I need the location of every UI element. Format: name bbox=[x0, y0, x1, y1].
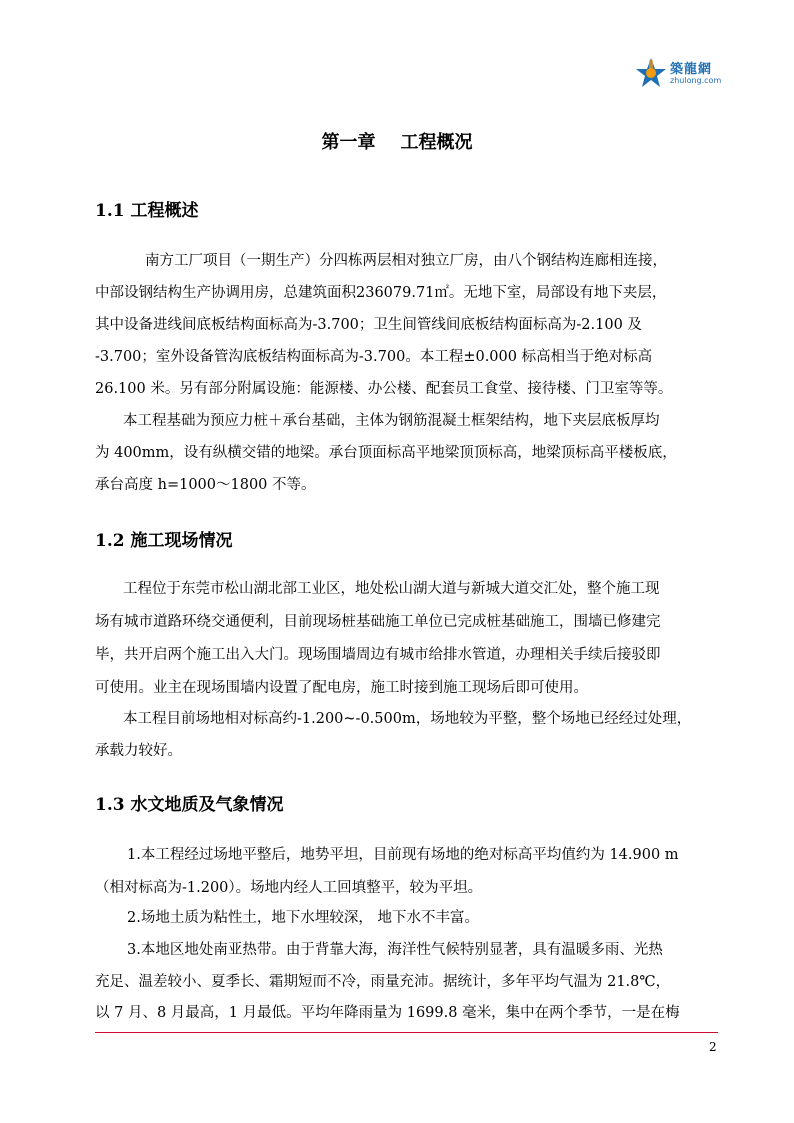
section-heading-1-2: 1.2 施工现场情况 bbox=[95, 531, 233, 551]
paragraph-line: 场有城市道路环绕交通便利，目前现场桩基础施工单位已完成桩基础施工，围墙已修建完 bbox=[95, 614, 661, 630]
section-heading-1-3: 1.3 水文地质及气象情况 bbox=[95, 795, 284, 815]
paragraph-line: 中部设钢结构生产协调用房，总建筑面积236079.71㎡。无地下室，局部设有地下夹层， bbox=[95, 285, 667, 301]
zhulong-logo bbox=[634, 52, 730, 94]
paragraph-line: 工程位于东莞市松山湖北部工业区，地处松山湖大道与新城大道交汇处，整个施工现 bbox=[123, 581, 660, 597]
paragraph-line: 26.100 米。另有部分附属设施：能源楼、办公楼、配套员工食堂、接待楼、门卫室等等。 bbox=[95, 381, 673, 397]
footer-divider bbox=[95, 1032, 718, 1033]
paragraph-line: 可使用。业主在现场围墙内设置了配电房，施工时接到施工现场后即可使用。 bbox=[95, 680, 588, 696]
paragraph-line: 承载力较好。 bbox=[95, 743, 182, 759]
section-heading-1-1: 1.1 工程概述 bbox=[95, 201, 199, 221]
paragraph-line: 充足、温差较小、夏季长、霜期短而不冷，雨量充沛。据统计，多年平均气温为 21.8℃， bbox=[95, 974, 671, 990]
paragraph-line: 本工程基础为预应力桩＋承台基础，主体为钢筋混凝土框架结构，地下夹层底板厚均 bbox=[123, 413, 660, 429]
paragraph-line: 承台高度 h=1000～1800 不等。 bbox=[95, 477, 316, 493]
logo-text-domain: zhulong.com bbox=[670, 76, 722, 85]
zhulong-logo-icon bbox=[634, 56, 668, 90]
paragraph-line: 为 400mm，设有纵横交错的地梁。承台顶面标高平地梁顶顶标高，地梁顶标高平楼板底， bbox=[95, 445, 677, 461]
paragraph-line: 以 7 月、8 月最高，1 月最低。平均年降雨量为 1699.8 毫米，集中在两个季节，一是在梅 bbox=[95, 1005, 680, 1021]
page-number: 2 bbox=[709, 1040, 717, 1054]
paragraph-line: 3.本地区地处南亚热带。由于背靠大海，海洋性气候特别显著，具有温暖多雨、光热 bbox=[127, 942, 663, 958]
paragraph-line: 其中设备进线间底板结构面标高为-3.700；卫生间管线间底板结构面标高为-2.100 及 bbox=[95, 317, 642, 333]
paragraph-line: 1.本工程经过场地平整后，地势平坦，目前现有场地的绝对标高平均值约为 14.900 m bbox=[127, 847, 679, 863]
paragraph-line: 毕，共开启两个施工出入大门。现场围墙周边有城市给排水管道，办理相关手续后接驳即 bbox=[95, 647, 661, 663]
paragraph-line: -3.700；室外设备管沟底板结构面标高为-3.700。本工程±0.000 标高相当于绝对标高 bbox=[95, 349, 653, 365]
logo-text-cn: 築龍網 bbox=[670, 62, 713, 77]
paragraph-line: 2.场地土质为粘性土，地下水埋较深， 地下水不丰富。 bbox=[127, 910, 479, 926]
paragraph-line: 本工程目前场地相对标高约-1.200~-0.500m，场地较为平整，整个场地已经经过处理， bbox=[123, 711, 692, 727]
paragraph-line: 南方工厂项目（一期生产）分四栋两层相对独立厂房，由八个钢结构连廊相连接， bbox=[145, 253, 667, 269]
chapter-title: 第一章 工程概况 bbox=[321, 132, 473, 153]
paragraph-line: （相对标高为-1.200）。场地内经人工回填整平，较为平坦。 bbox=[95, 880, 483, 896]
